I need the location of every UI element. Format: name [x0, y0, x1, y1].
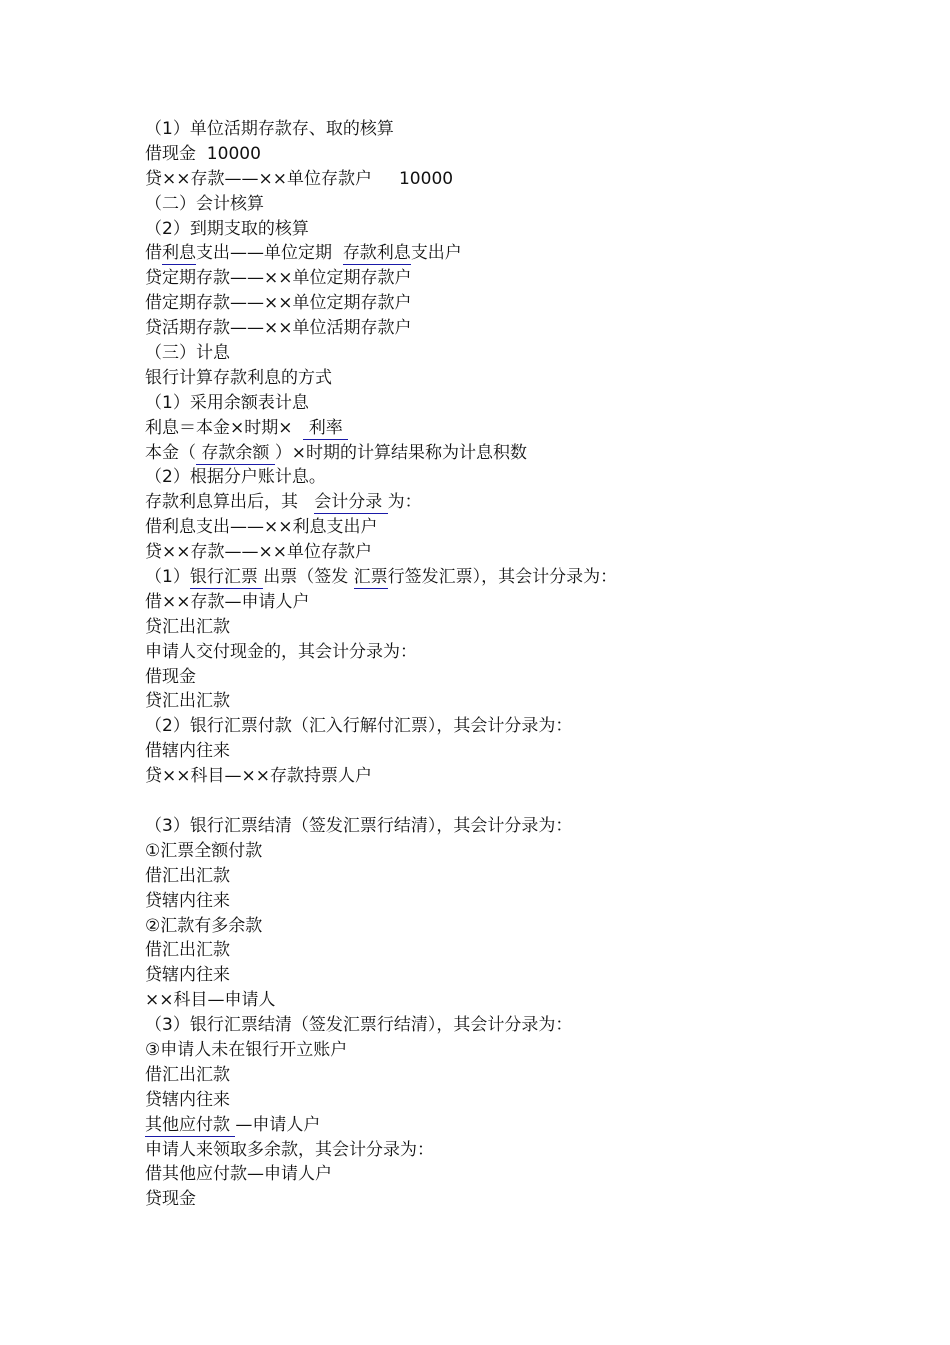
line-text: 支出户	[410, 243, 462, 264]
text-line	[145, 739, 905, 764]
text-line	[145, 465, 905, 490]
line-text: ③申请人未在银行开立账户	[145, 1039, 348, 1060]
line-text: 贷现金	[145, 1189, 196, 1210]
text-line	[145, 316, 905, 341]
line-text: 贷××存款——××单位存款户 10000	[145, 168, 454, 189]
text-line	[145, 391, 905, 416]
line-text: （三）计息	[145, 343, 230, 364]
line-text: 贷辖内往来	[145, 965, 230, 986]
line-text: 借	[145, 243, 162, 264]
line-text: 借现金 10000	[145, 143, 261, 164]
text-line	[145, 441, 905, 466]
text-line	[145, 814, 905, 839]
text-line	[145, 764, 905, 789]
line-text: （1）	[145, 567, 190, 588]
line-text: （3）银行汇票结清（签发汇票行结清），其会计分录为：	[145, 815, 573, 836]
line-text: 支出——单位定期	[196, 243, 343, 264]
underlined-term: 存款余额	[196, 442, 275, 463]
text-line	[145, 963, 905, 988]
text-line	[145, 1013, 905, 1038]
line-text: （2）到期支取的核算	[145, 218, 309, 239]
line-text: （2）根据分户账计息。	[145, 467, 326, 488]
text-line	[145, 341, 905, 366]
line-text: 借汇出汇款	[145, 940, 230, 961]
line-text: —申请人户	[235, 1114, 321, 1135]
line-text: ××科目—申请人	[145, 990, 276, 1011]
blank-line	[145, 789, 905, 814]
line-text: 借汇出汇款	[145, 1064, 230, 1085]
line-text: （1）采用余额表计息	[145, 392, 309, 413]
line-text: 贷汇出汇款	[145, 691, 230, 712]
line-text: （1）单位活期存款存、取的核算	[145, 119, 394, 139]
document-body	[145, 117, 905, 1212]
text-line	[145, 117, 905, 142]
text-line	[145, 889, 905, 914]
line-text: ②汇款有多余款	[145, 915, 263, 936]
underlined-term: 汇票	[353, 567, 388, 588]
line-text: 行签发汇票），其会计分录为：	[387, 567, 618, 588]
text-line	[145, 1138, 905, 1163]
text-line	[145, 217, 905, 242]
line-text: 贷定期存款——××单位定期存款户	[145, 268, 412, 289]
underlined-term: 利率	[303, 417, 349, 438]
text-line	[145, 266, 905, 291]
line-text: 贷活期存款——××单位活期存款户	[145, 318, 412, 339]
text-line	[145, 1038, 905, 1063]
text-line	[145, 714, 905, 739]
text-line	[145, 1187, 905, 1212]
text-line	[145, 1088, 905, 1113]
text-line	[145, 1162, 905, 1187]
line-text: 借其他应付款—申请人户	[145, 1164, 332, 1185]
text-line	[145, 366, 905, 391]
line-text: 贷辖内往来	[145, 890, 230, 911]
underlined-term: 其他应付款	[145, 1114, 236, 1135]
line-text: 贷××存款——××单位存款户	[145, 542, 372, 563]
line-text: （2）银行汇票付款（汇入行解付汇票），其会计分录为：	[145, 716, 573, 737]
underlined-term: 利息	[162, 243, 196, 264]
text-line	[145, 142, 905, 167]
line-text: 贷汇出汇款	[145, 616, 230, 637]
text-line	[145, 665, 905, 690]
line-text: 贷辖内往来	[145, 1089, 230, 1110]
text-line	[145, 839, 905, 864]
text-line	[145, 515, 905, 540]
text-line	[145, 988, 905, 1013]
text-line	[145, 914, 905, 939]
text-line	[145, 689, 905, 714]
text-line	[145, 615, 905, 640]
line-text: 申请人来领取多余款，其会计分录为：	[145, 1139, 434, 1160]
text-line	[145, 1063, 905, 1088]
line-text: ①汇票全额付款	[145, 840, 263, 861]
text-line	[145, 241, 905, 266]
text-line	[145, 540, 905, 565]
line-text: 借利息支出——××利息支出户	[145, 517, 378, 538]
text-line	[145, 167, 905, 192]
text-line	[145, 590, 905, 615]
text-line	[145, 416, 905, 441]
text-line	[145, 864, 905, 889]
line-text: 借现金	[145, 666, 196, 687]
line-text: 银行计算存款利息的方式	[145, 367, 332, 388]
line-text: 为：	[387, 492, 422, 513]
text-line	[145, 192, 905, 217]
line-text: ）×时期的计算结果称为计息积数	[274, 442, 528, 463]
line-text: 借辖内往来	[145, 741, 230, 762]
underlined-term: 存款利息	[342, 243, 411, 264]
line-text: 出票（签发	[263, 567, 354, 588]
line-text: 借定期存款——××单位定期存款户	[145, 293, 412, 314]
text-line	[145, 1113, 905, 1138]
text-line	[145, 565, 905, 590]
text-line	[145, 291, 905, 316]
underlined-term: 会计分录	[314, 492, 388, 513]
line-text: 贷××科目—××存款持票人户	[145, 766, 372, 787]
line-text: 借汇出汇款	[145, 865, 230, 886]
line-text: （3）银行汇票结清（签发汇票行结清），其会计分录为：	[145, 1015, 573, 1036]
text-line	[145, 490, 905, 515]
line-text: 存款利息算出后，其	[145, 492, 315, 513]
underlined-term: 银行汇票	[189, 567, 264, 588]
text-line	[145, 640, 905, 665]
line-text: 利息＝本金×时期×	[145, 417, 304, 438]
line-text: 借××存款—申请人户	[145, 591, 310, 612]
text-line	[145, 938, 905, 963]
line-text: 申请人交付现金的，其会计分录为：	[145, 641, 417, 662]
line-text: 本金（	[145, 442, 196, 463]
line-text: （二）会计核算	[145, 193, 264, 214]
